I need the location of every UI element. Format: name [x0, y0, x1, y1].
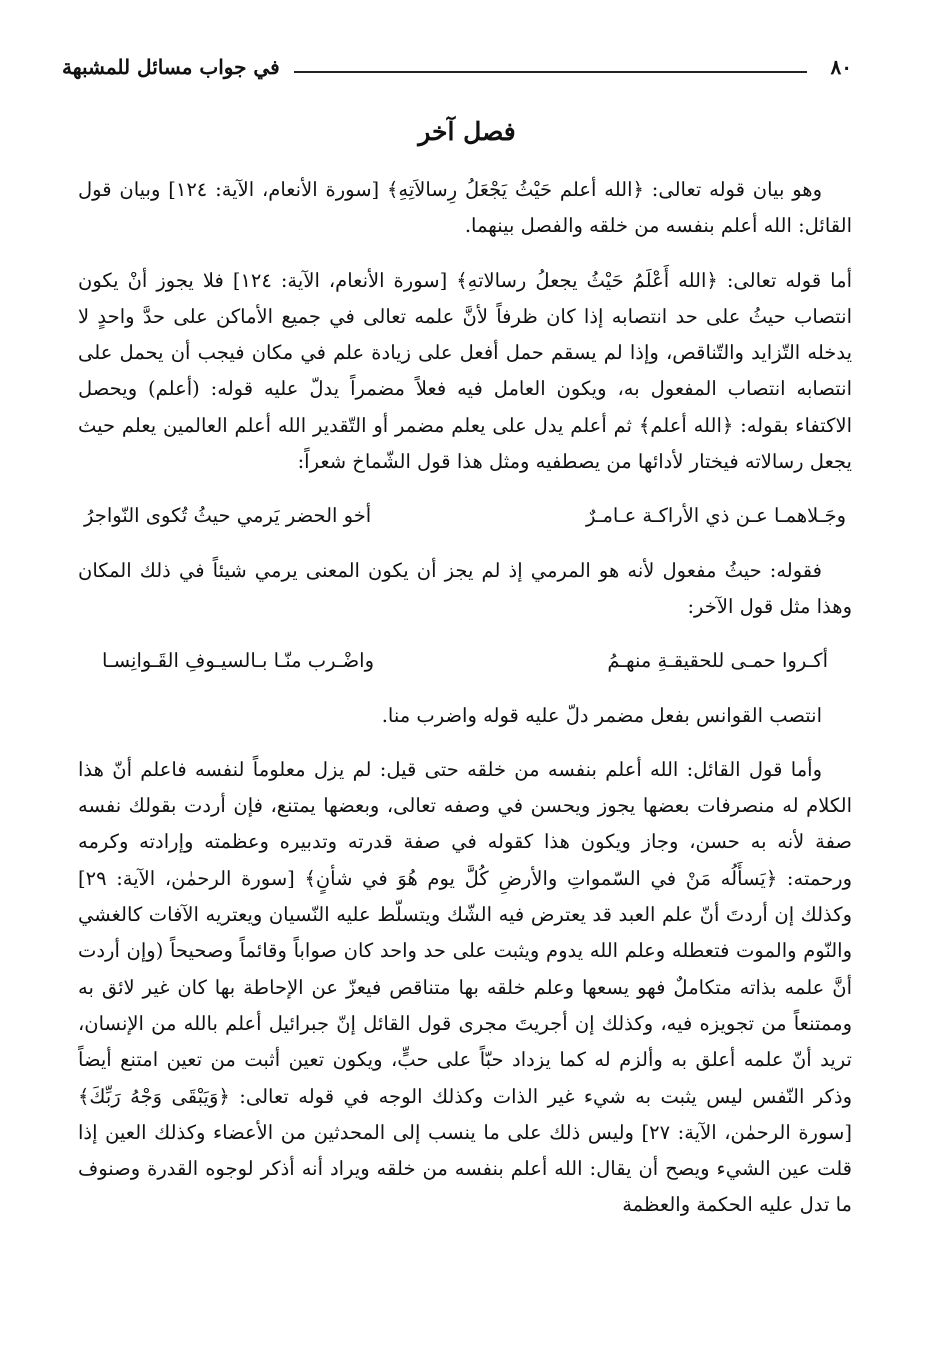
- page-header: [62, 55, 852, 95]
- verse-first-hemistich: أكـروا حمـى للحقيقـةِ منهـمُ: [607, 649, 828, 673]
- verse-second-hemistich: واضْـرب منّـا بـالسيـوفِ القَـوانِسـا: [102, 649, 375, 673]
- paragraph-discussion: وأما قول القائل: الله أعلم بنفسه من خلقه حتى قيل: لم يزل معلوماً لنفسه فاعلم أنّ هذا الكلام له منصرفات بعضها يجوز ويحسن في وصفه تعالى، وبعضها يمتنع، فإن أردت بقولك نفسه صفة لأنه به حسن، وجاز ويكون هذا كقوله في صفة قدرته وتدبيره وعظمته وإرادته وكرمه ورحمته: ﴿يَسأَلُه مَنْ في السّمواتِ والأرضِ كُلَّ يوم هُوَ في شأنٍ﴾ [سورة الرحمٰن، الآية: ٢٩] وكذلك إن أردتَ أنّ علم العبد قد يعترض فيه الشّك ويتسلّط عليه النّسيان ويعتريه الآفات كالغشي والنّوم والموت فتعطله وعلم الله يدوم ويثبت على حد واحد كان صواباً وقائماً وصحيحاً (وإن أردت أنَّ علمه بذاته متكاملٌ فهو يسعها وعلم خلقه بها متناقص فيعزّ عن الإحاطة بها كان غير لائق به وممتنعاً من تجويزه فيه، وكذلك إن أجريتَ مجرى قول القائل إنّ جبرائيل أعلم بالله من الإنسان، تريد أنّ علمه أعلق به وألزم له كما يزداد حبّاً على حبٍّ، ويكون تعين أثبت من تعين امتنع أيضاً وذكر النّفس ليس يثبت به شيء غير الذات وكذلك الوجه في قوله تعالى: ﴿وَيَبْقَى وَجْهُ رَبِّكَ﴾ [سورة الرحمٰن، الآية: ٢٧] وليس ذلك على ما ينسب إلى المحدثين من الأعضاء وكذلك العين إذا قلت عين الشيء ويصح أن يقال: الله أعلم بنفسه من خلقه ويراد أنه أذكر لوجوه القدرة وصنوف ما تدل عليه الحكمة والعظمة: [78, 757, 852, 1217]
- header-rule: [294, 71, 807, 73]
- paragraph-explanation: فقوله: حيثُ مفعول لأنه هو المرمي إذ لم يجز أن يكون المعنى يرمي شيئاً في ذلك المكان وهذا مثل قول الآخر:: [78, 558, 852, 618]
- poem-verse: [78, 643, 852, 679]
- paragraph-tafsir: أما قوله تعالى: ﴿الله أَعْلَمُ حَيْثُ يجعلُ رسالاتهِ﴾ [سورة الأنعام، الآية: ١٢٤] فلا يجوز أنْ يكون انتصاب حيثُ على حد انتصابه إذا كان ظرفاً لأنَّ علمه تعالى في جميع الأماكن على حدَّ واحدٍ لا يدخله التّزايد والتّناقص، وإذا لم يسقم حمل أفعل على زيادة علم في مكان فيجب أن يحمل على انتصابه انتصاب المفعول به، ويكون العامل فيه فعلاً مضمراً يدلّ عليه قوله: (أعلم) ويحصل الاكتفاء بقوله: ﴿الله أعلم﴾ ثم أعلم يدل على يعلم مضمر أو التّقدير الله أعلم العالمين يعلم حيث يجعل رسالاته فيختار لأدائها من يصطفيه ومثل هذا قول الشّماخ شعراً:: [78, 268, 852, 474]
- paragraph-grammar-note: انتصب القوانس بفعل مضمر دلّ عليه قوله واضرب منا.: [381, 703, 822, 727]
- verse-second-hemistich: أخو الحضر يَرمي حيثُ تُكوى النّواجرُ: [84, 504, 372, 528]
- poem-verse: [78, 498, 852, 534]
- paragraph-intro: وهو بيان قوله تعالى: ﴿الله أعلم حَيْثُ يَجْعَلُ رِسالاَتِهِ﴾ [سورة الأنعام، الآية: ١٢٤] وبيان قول القائل: الله أعلم بنفسه من خلقه والفصل بينهما.: [78, 178, 852, 238]
- verse-first-hemistich: وجَـلاهمـا عـن ذي الأراكـة عـامـرٌ: [586, 504, 846, 528]
- page-number: ٨٠: [830, 55, 852, 79]
- running-title: في جواب مسائل للمشبهة: [62, 55, 280, 79]
- section-title: فصل آخر: [418, 117, 516, 146]
- body-text: [78, 172, 852, 1242]
